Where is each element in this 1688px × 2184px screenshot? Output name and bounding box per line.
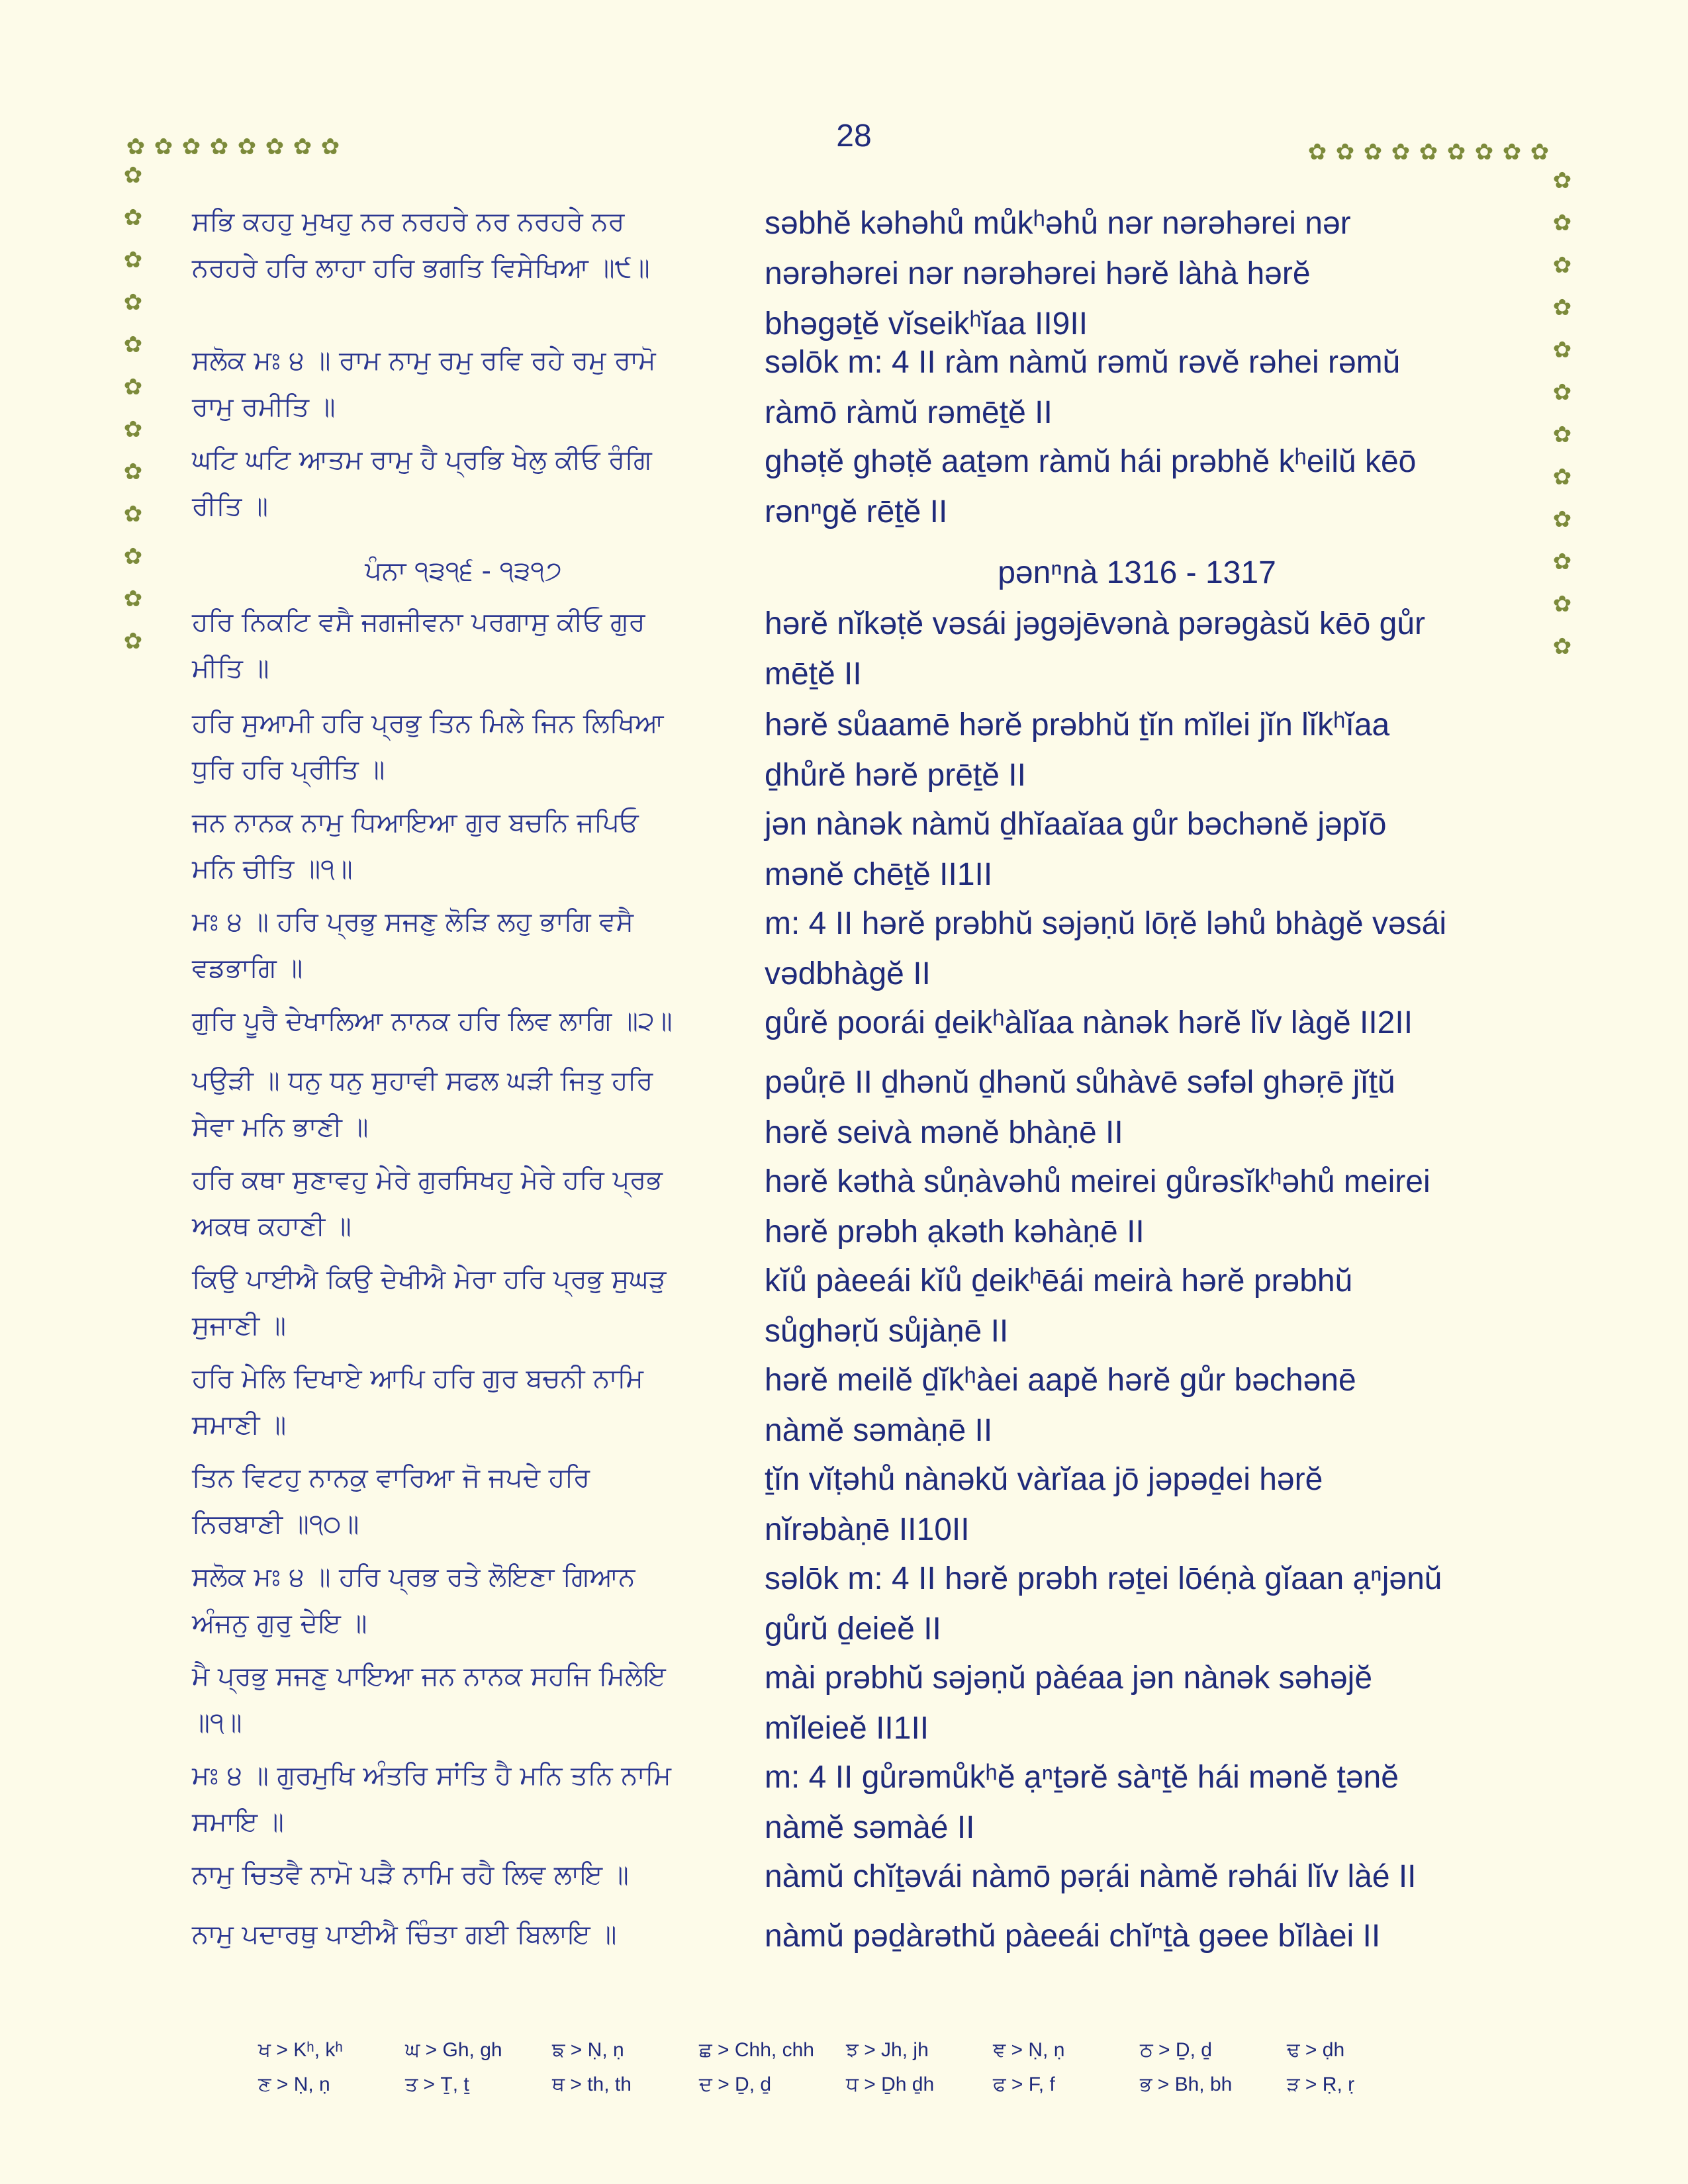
flower-ornament-icon: ✿ [1474, 139, 1494, 165]
gurmukhi-line: ਵਡਭਾਗਿ ॥ [192, 953, 303, 983]
gurmukhi-text [192, 1752, 735, 1845]
legend-entry: ਘ > Gh, gh [405, 2039, 502, 2061]
gurmukhi-line: ਮੀਤਿ ॥ [192, 653, 269, 684]
gurmukhi-line: ਘਟਿ ਘਟਿ ਆਤਮ ਰਾਮੁ ਹੈ ਪ੍ਰਭਿ ਖੇਲੁ ਕੀਓ ਰੰਗਿ [192, 445, 652, 475]
flower-ornament-icon: ✿ [1552, 633, 1572, 660]
transliteration-line: hərĕ meilĕ ḏĭkʰàei aapĕ hərĕ gůr bəchənē [765, 1363, 1356, 1398]
transliteration-text [765, 1554, 1509, 1655]
gurmukhi-text [192, 1157, 735, 1250]
flower-ornament-icon: ✿ [123, 205, 143, 231]
flower-ornament-icon: ✿ [1391, 139, 1411, 165]
gurmukhi-text [192, 1653, 735, 1746]
transliteration-line: m: 4 II hərĕ prəbhŭ səjəṇŭ lōṛĕ ləhů bhàgĕ vəsái [765, 906, 1447, 941]
gurmukhi-line: ਹਰਿ ਕਥਾ ਸੁਣਾਵਹੁ ਮੇਰੇ ਗੁਰਸਿਖਹੁ ਮੇਰੇ ਹਰਿ ਪ੍ਰਭ [192, 1165, 663, 1195]
gurmukhi-text [192, 1911, 735, 1958]
flower-ornament-icon: ✿ [1552, 210, 1572, 236]
gurmukhi-text [192, 548, 735, 594]
transliteration-text [765, 599, 1509, 700]
legend-entry: ਝ > Jh, jh [846, 2039, 929, 2061]
transliteration-line: nàmĕ səmàṇē II [765, 1413, 993, 1448]
transliteration-line: hərĕ seivà mənĕ bhàṇē II [765, 1115, 1123, 1150]
transliteration-line: səlōk m: 4 II ràm nàmŭ rəmŭ rəvĕ rəhei rəmŭ [765, 345, 1401, 380]
legend-entry: ਭ > Bh, bh [1140, 2073, 1233, 2095]
transliteration-line: hərĕ kəthà sůṇàvəhů meirei gůrəsĭkʰəhů meirei [765, 1164, 1430, 1199]
transliteration-line: vədbhàgĕ II [765, 956, 931, 991]
gurmukhi-text [192, 599, 735, 692]
transliteration-text [765, 1911, 1509, 1962]
flower-ornament-icon: ✿ [123, 162, 143, 189]
flower-ornament-icon: ✿ [1335, 139, 1355, 165]
flower-ornament-icon: ✿ [1552, 591, 1572, 617]
flower-ornament-icon: ✿ [123, 332, 143, 358]
legend-entry: ੜ > Ṛ, ṛ [1287, 2073, 1355, 2095]
transliteration-line: hərĕ nĭkəṭĕ vəsái jəgəjēvənà pərəgàsŭ kēō gůr [765, 606, 1426, 641]
transliteration-line: gůrŭ ḏeieĕ II [765, 1612, 941, 1647]
flower-ornament-icon: ✿ [126, 134, 146, 160]
gurmukhi-text [192, 1256, 735, 1349]
flower-ornament-icon: ✿ [209, 134, 229, 160]
gurmukhi-line: ਅਕਥ ਕਹਾਣੀ ॥ [192, 1211, 352, 1242]
flower-ornament-icon: ✿ [123, 628, 143, 655]
transliteration-line: jən nànək nàmŭ ḏhĭaaĭaa gůr bəchənĕ jəpĭō [765, 807, 1387, 842]
gurmukhi-text [192, 1355, 735, 1448]
gurmukhi-line: ਕਿਉ ਪਾਈਐ ਕਿਉ ਦੇਖੀਐ ਮੇਰਾ ਹਰਿ ਪ੍ਰਭੁ ਸੁਘੜੁ [192, 1264, 667, 1295]
flower-ornament-icon: ✿ [237, 134, 257, 160]
gurmukhi-text [192, 799, 735, 892]
flower-ornament-icon: ✿ [1552, 295, 1572, 321]
transliteration-text [765, 437, 1509, 537]
gurmukhi-line: ਸਭਿ ਕਹਹੁ ਮੁਖਹੁ ਨਰ ਨਰਹਰੇ ਨਰ ਨਰਹਰੇ ਨਰ [192, 206, 625, 237]
flower-ornament-icon: ✿ [1552, 506, 1572, 533]
transliteration-line: ghəṭĕ ghəṭĕ aaṯəm ràmŭ hái prəbhĕ kʰeilŭ kēō [765, 444, 1417, 479]
transliteration-line: rənⁿgĕ rēṯĕ II [765, 494, 948, 529]
transliteration-line: səlōk m: 4 II hərĕ prəbh rəṯei lōéṇà gĭaan ạⁿjənŭ [765, 1561, 1442, 1596]
gurmukhi-line: ॥੧॥ [192, 1707, 242, 1738]
transliteration-line: mənĕ chēṯĕ II1II [765, 857, 993, 892]
legend-entry: ਢ > ḍh [1287, 2039, 1345, 2061]
gurmukhi-text [192, 199, 735, 291]
gurmukhi-line: ਨਰਹਰੇ ਹਰਿ ਲਾਹਾ ਹਰਿ ਭਗਤਿ ਵਿਸੇਖਿਆ ॥੯॥ [192, 253, 650, 283]
flower-ornament-icon: ✿ [123, 289, 143, 316]
transliteration-line: ḏhůrĕ hərĕ prēṯĕ II [765, 758, 1026, 793]
transliteration-text [765, 548, 1509, 598]
transliteration-text [765, 1852, 1509, 1902]
transliteration-text [765, 998, 1509, 1048]
transliteration-line: nàmŭ chĭṯəvái nàmō pəṛái nàmĕ rəhái lĭv làé II [765, 1859, 1417, 1894]
flower-ornament-icon: ✿ [123, 543, 143, 570]
gurmukhi-line: ਮੈ ਪ੍ਰਭੁ ਸਜਣੁ ਪਾਇਆ ਜਨ ਨਾਨਕ ਸਹਜਿ ਮਿਲੇਇ [192, 1661, 666, 1692]
legend-entry: ਛ > Chh, chh [699, 2039, 814, 2061]
transliteration-text [765, 1058, 1509, 1158]
gurmukhi-line: ਮਃ ੪ ॥ ਗੁਰਮੁਖਿ ਅੰਤਰਿ ਸਾਂਤਿ ਹੈ ਮਨਿ ਤਨਿ ਨਾਮਿ [192, 1760, 671, 1791]
transliteration-line: sůghəṛŭ sůjàṇē II [765, 1314, 1009, 1349]
gurmukhi-line: ਰੀਤਿ ॥ [192, 491, 268, 522]
transliteration-legend [258, 2033, 1450, 2102]
flower-ornament-icon: ✿ [1502, 139, 1522, 165]
gurmukhi-text [192, 700, 735, 793]
legend-entry: ਧ > Ḏh ḏh [846, 2073, 935, 2095]
gurmukhi-text [192, 437, 735, 529]
gurmukhi-text [192, 1058, 735, 1150]
gurmukhi-line: ਪੰਨਾ ੧੩੧੬ - ੧੩੧੭ [365, 556, 562, 586]
flower-ornament-icon: ✿ [1552, 464, 1572, 490]
transliteration-line: hərĕ sůaamē hərĕ prəbhŭ ṯĭn mĭlei jĭn lĭkʰĭaa [765, 707, 1390, 743]
gurmukhi-text [192, 1852, 735, 1898]
gurmukhi-text [192, 899, 735, 991]
legend-entry: ਫ > F, f [993, 2073, 1055, 2095]
flower-ornament-icon: ✿ [1552, 167, 1572, 194]
transliteration-line: hərĕ prəbh ạkəth kəhàṇē II [765, 1214, 1145, 1250]
flower-ornament-icon: ✿ [123, 501, 143, 527]
gurmukhi-line: ਤਿਨ ਵਿਟਹੁ ਨਾਨਕੁ ਵਾਰਿਆ ਜੋ ਜਪਦੇ ਹਰਿ [192, 1463, 590, 1493]
flower-ornament-icon: ✿ [293, 134, 312, 160]
gurmukhi-line: ਧੁਰਿ ਹਰਿ ਪ੍ਰੀਤਿ ॥ [192, 754, 385, 785]
transliteration-text [765, 1653, 1509, 1754]
transliteration-line: nĭrəbàṇē II10II [765, 1512, 970, 1547]
gurmukhi-line: ਸਮਾਇ ॥ [192, 1807, 284, 1837]
gurmukhi-line: ਜਨ ਨਾਨਕ ਨਾਮੁ ਧਿਆਇਆ ਗੁਰ ਬਚਨਿ ਜਪਿਓ [192, 807, 639, 838]
gurmukhi-line: ਮਨਿ ਚੀਤਿ ॥੧॥ [192, 854, 353, 884]
gurmukhi-line: ਅੰਜਨੁ ਗੁਰੁ ਦੇਇ ॥ [192, 1608, 367, 1639]
transliteration-text [765, 338, 1509, 438]
flower-ornament-icon: ✿ [1530, 139, 1550, 165]
gurmukhi-line: ਰਾਮੁ ਰਮੀਤਿ ॥ [192, 392, 336, 422]
transliteration-line: kĭů pàeeái kĭů ḏeikʰēái meirà hərĕ prəbhŭ [765, 1263, 1353, 1298]
gurmukhi-line: ਸੇਵਾ ਮਨਿ ਭਾਣੀ ॥ [192, 1112, 369, 1142]
transliteration-line: nàmŭ pəḏàrəthŭ pàeeái chĭⁿṯà gəee bĭlàei II [765, 1919, 1381, 1954]
legend-entry: ਤ > Ṯ, ṯ [405, 2073, 469, 2095]
transliteration-text [765, 1256, 1509, 1357]
gurmukhi-text [192, 1455, 735, 1547]
flower-ornament-icon: ✿ [1552, 549, 1572, 575]
flower-ornament-icon: ✿ [154, 134, 173, 160]
gurmukhi-line: ਹਰਿ ਨਿਕਟਿ ਵਸੈ ਜਗਜੀਵਨਾ ਪਰਗਾਸੁ ਕੀਓ ਗੁਰ [192, 607, 645, 637]
flower-ornament-icon: ✿ [265, 134, 285, 160]
gurmukhi-line: ਪਉੜੀ ॥ ਧਨੁ ਧਨੁ ਸੁਹਾਵੀ ਸਫਲ ਘੜੀ ਜਿਤੁ ਹਰਿ [192, 1066, 653, 1096]
legend-entry: ਖ > Kʰ, kʰ [258, 2039, 343, 2061]
legend-row [258, 2068, 1450, 2102]
gurmukhi-line: ਸਮਾਣੀ ॥ [192, 1410, 287, 1440]
transliteration-line: nərəhərei nər nərəhərei hərĕ làhà hərĕ [765, 256, 1311, 291]
transliteration-line: pənⁿnà 1316 - 1317 [998, 555, 1276, 590]
transliteration-line: səbhĕ kəhəhů můkʰəhů nər nərəhərei nər [765, 206, 1351, 241]
legend-entry: ਠ > Ḏ, ḏ [1140, 2039, 1212, 2061]
transliteration-text [765, 1752, 1509, 1853]
transliteration-line: m: 4 II gůrəmůkʰĕ ạⁿṯərĕ sàⁿṯĕ hái mənĕ ṯənĕ [765, 1760, 1399, 1795]
transliteration-text [765, 1455, 1509, 1555]
transliteration-text [765, 899, 1509, 999]
transliteration-line: pəůṛē II ḏhənŭ ḏhənŭ sůhàvē səfəl ghəṛē jĭṯŭ [765, 1065, 1395, 1100]
flower-ornament-icon: ✿ [1552, 422, 1572, 448]
flower-ornament-icon: ✿ [123, 586, 143, 612]
flower-ornament-icon: ✿ [1552, 379, 1572, 406]
flower-ornament-icon: ✿ [1363, 139, 1383, 165]
legend-row [258, 2033, 1450, 2068]
flower-ornament-icon: ✿ [123, 374, 143, 400]
gurmukhi-line: ਹਰਿ ਮੇਲਿ ਦਿਖਾਏ ਆਪਿ ਹਰਿ ਗੁਰ ਬਚਨੀ ਨਾਮਿ [192, 1363, 643, 1394]
gurmukhi-line: ਨਾਮੁ ਪਦਾਰਥੁ ਪਾਈਐ ਚਿੰਤਾ ਗਈ ਬਿਲਾਇ ॥ [192, 1919, 617, 1950]
page-number: 28 [836, 118, 872, 154]
legend-entry: ਥ > th, th [552, 2073, 632, 2095]
gurmukhi-line: ਸੁਜਾਣੀ ॥ [192, 1310, 286, 1341]
transliteration-line: mài prəbhŭ səjəṇŭ pàéaa jən nànək səhəjĕ [765, 1661, 1373, 1696]
transliteration-line: bhəgəṯĕ vĭseikʰĭaa II9II [765, 306, 1088, 341]
gurmukhi-line: ਗੁਰਿ ਪੂਰੈ ਦੇਖਾਲਿਆ ਨਾਨਕ ਹਰਿ ਲਿਵ ਲਾਗਿ ॥੨॥ [192, 1006, 673, 1036]
flower-ornament-icon: ✿ [320, 134, 340, 160]
gurmukhi-text [192, 338, 735, 430]
flower-ornament-icon: ✿ [1552, 337, 1572, 363]
transliteration-line: mĭleieĕ II1II [765, 1711, 929, 1746]
gurmukhi-line: ਸਲੋਕ ਮਃ ੪ ॥ ਰਾਮ ਨਾਮੁ ਰਮੁ ਰਵਿ ਰਹੇ ਰਮੁ ਰਾਮੋ [192, 345, 656, 376]
transliteration-line: nàmĕ səmàé II [765, 1810, 975, 1845]
flower-ornament-icon: ✿ [123, 247, 143, 273]
transliteration-line: ṯĭn vĭṭəhů nànəkŭ vàrĭaa jō jəpəḏei hərĕ [765, 1462, 1323, 1497]
flower-ornament-icon: ✿ [1419, 139, 1438, 165]
flower-ornament-icon: ✿ [1552, 252, 1572, 279]
transliteration-text [765, 799, 1509, 900]
gurmukhi-line: ਸਲੋਕ ਮਃ ੪ ॥ ਹਰਿ ਪ੍ਰਭ ਰਤੇ ਲੋਇਣਾ ਗਿਆਨ [192, 1562, 635, 1592]
gurmukhi-line: ਨਿਰਬਾਣੀ ॥੧੦॥ [192, 1509, 359, 1539]
transliteration-line: ràmō ràmŭ rəmēṯĕ II [765, 395, 1053, 430]
transliteration-text [765, 700, 1509, 801]
gurmukhi-line: ਹਰਿ ਸੁਆਮੀ ਹਰਿ ਪ੍ਰਭੁ ਤਿਨ ਮਿਲੇ ਜਿਨ ਲਿਖਿਆ [192, 708, 664, 739]
transliteration-text [765, 1355, 1509, 1456]
flower-ornament-icon: ✿ [123, 416, 143, 443]
legend-entry: ਣ > Ṇ, ṇ [258, 2073, 330, 2095]
legend-entry: ਦ > Ḏ, ḏ [699, 2073, 772, 2095]
flower-ornament-icon: ✿ [181, 134, 201, 160]
legend-entry: ਙ > Ṇ, ṇ [552, 2039, 624, 2061]
gurmukhi-text [192, 998, 735, 1044]
flower-ornament-icon: ✿ [1446, 139, 1466, 165]
transliteration-text [765, 199, 1509, 349]
transliteration-text [765, 1157, 1509, 1257]
legend-entry: ਞ > Ṇ, ṇ [993, 2039, 1065, 2061]
transliteration-line: mēṯĕ II [765, 657, 862, 692]
gurmukhi-line: ਨਾਮੁ ਚਿਤਵੈ ਨਾਮੋ ਪੜੈ ਨਾਮਿ ਰਹੈ ਲਿਵ ਲਾਇ ॥ [192, 1860, 629, 1890]
gurmukhi-text [192, 1554, 735, 1647]
flower-ornament-icon: ✿ [123, 459, 143, 485]
gurmukhi-line: ਮਃ ੪ ॥ ਹਰਿ ਪ੍ਰਭੁ ਸਜਣੁ ਲੋੜਿ ਲਹੁ ਭਾਗਿ ਵਸੈ [192, 907, 633, 937]
transliteration-line: gůrĕ poorái ḏeikʰàlĭaa nànək hərĕ lĭv làgĕ II2II [765, 1005, 1413, 1040]
flower-ornament-icon: ✿ [1307, 139, 1327, 165]
